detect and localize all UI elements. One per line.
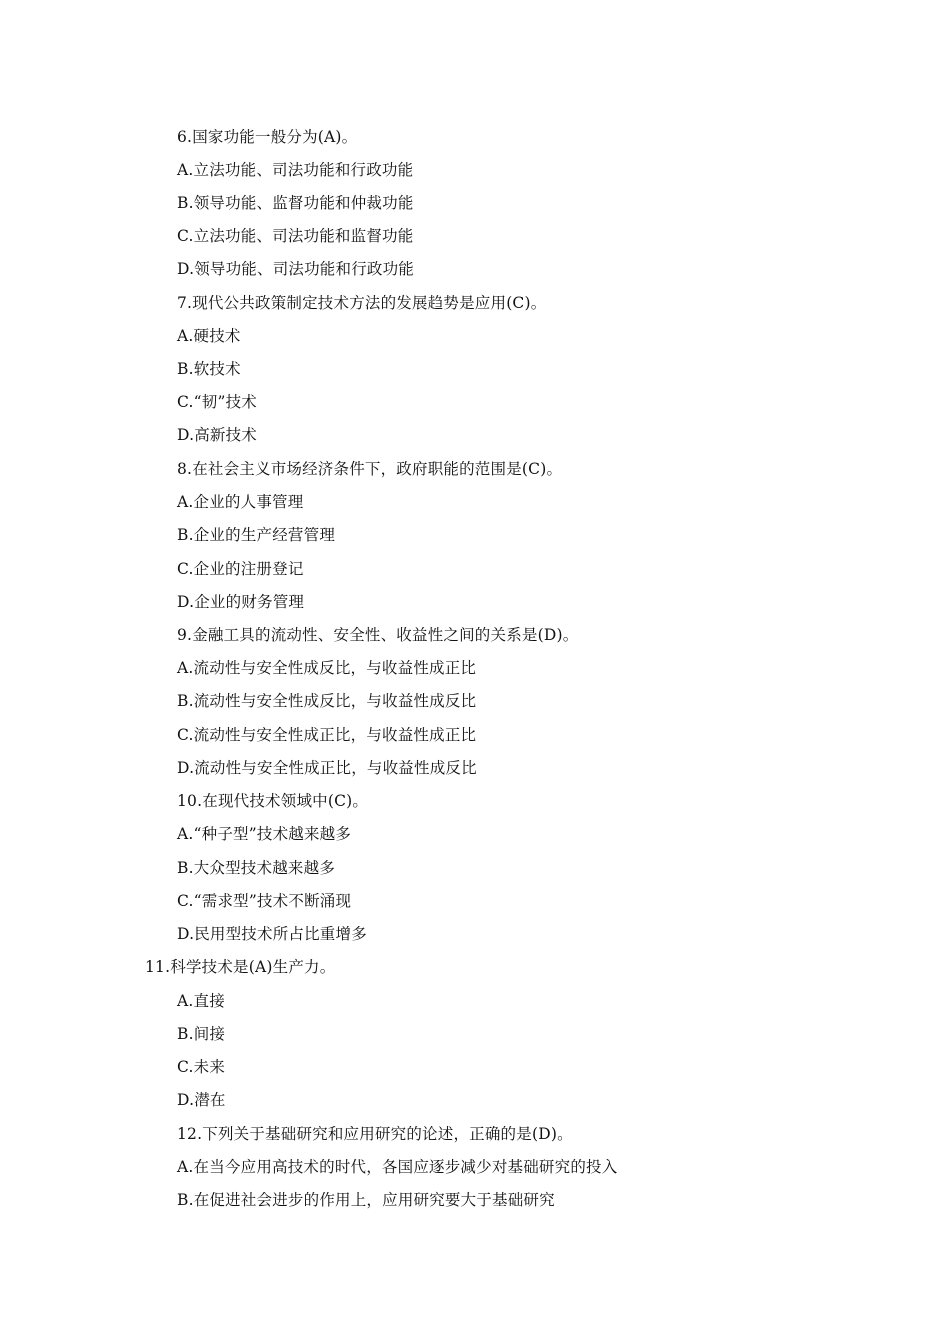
question-stem: 10.在现代技术领域中(C)。 [177, 792, 369, 810]
question-stem: 6.国家功能一般分为(A)。 [177, 128, 358, 146]
option-c: C.企业的注册登记 [177, 560, 304, 578]
option-d: D.民用型技术所占比重增多 [177, 925, 367, 943]
option-d: D.企业的财务管理 [177, 593, 305, 611]
option-a: A.企业的人事管理 [177, 493, 304, 511]
question-stem: 12.下列关于基础研究和应用研究的论述，正确的是(D)。 [177, 1125, 573, 1143]
option-a: A.直接 [177, 992, 225, 1010]
option-d: D.高新技术 [177, 426, 258, 444]
option-a: A.“种子型”技术越来越多 [177, 825, 352, 843]
option-b: B.大众型技术越来越多 [177, 859, 336, 877]
option-b: B.领导功能、监督功能和仲裁功能 [177, 194, 414, 212]
option-d: D.潜在 [177, 1091, 226, 1109]
option-b: B.软技术 [177, 360, 241, 378]
option-a: A.在当今应用高技术的时代，各国应逐步减少对基础研究的投入 [177, 1158, 618, 1176]
option-b: B.企业的生产经营管理 [177, 526, 336, 544]
question-stem: 8.在社会主义市场经济条件下，政府职能的范围是(C)。 [177, 460, 563, 478]
question-stem: 11.科学技术是(A)生产力。 [145, 958, 336, 976]
option-b: B.间接 [177, 1025, 226, 1043]
question-stem: 9.金融工具的流动性、安全性、收益性之间的关系是(D)。 [177, 626, 579, 644]
option-a: A.流动性与安全性成反比，与收益性成正比 [177, 659, 477, 677]
option-a: A.立法功能、司法功能和行政功能 [177, 161, 414, 179]
option-c: C.未来 [177, 1058, 226, 1076]
option-d: D.领导功能、司法功能和行政功能 [177, 260, 415, 278]
option-c: C.流动性与安全性成正比，与收益性成正比 [177, 726, 477, 744]
option-b: B.流动性与安全性成反比，与收益性成反比 [177, 692, 477, 710]
option-d: D.流动性与安全性成正比，与收益性成反比 [177, 759, 477, 777]
option-c: C.“需求型”技术不断涌现 [177, 892, 352, 910]
option-c: C.“韧”技术 [177, 393, 257, 411]
question-stem: 7.现代公共政策制定技术方法的发展趋势是应用(C)。 [177, 294, 547, 312]
option-a: A.硬技术 [177, 327, 241, 345]
option-c: C.立法功能、司法功能和监督功能 [177, 227, 414, 245]
option-b: B.在促进社会进步的作用上，应用研究要大于基础研究 [177, 1191, 555, 1209]
